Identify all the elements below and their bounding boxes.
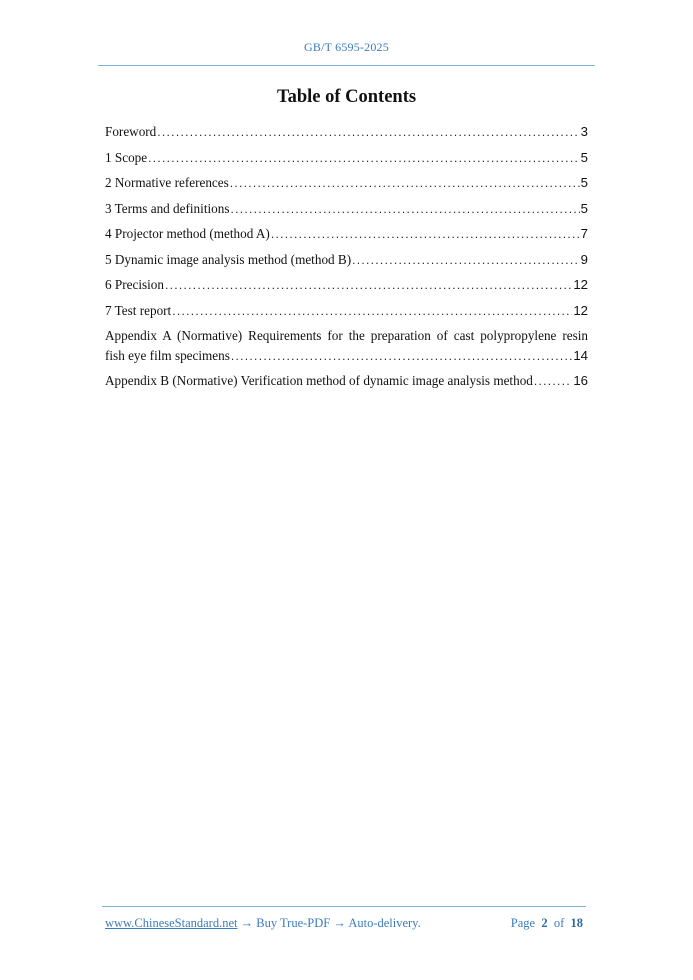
- auto-delivery-text: Auto-delivery.: [348, 916, 421, 930]
- page-total: 18: [570, 916, 583, 930]
- toc-entry-scope[interactable]: [105, 148, 588, 174]
- toc-leader-dots: [157, 122, 579, 142]
- toc-title: Table of Contents: [276, 87, 417, 107]
- toc-entry-appendix-a[interactable]: [105, 326, 588, 371]
- toc-leader-dots: [271, 224, 580, 244]
- site-link[interactable]: www.ChineseStandard.net: [105, 916, 238, 930]
- page-current: 2: [541, 916, 548, 930]
- toc-entry-normative-references[interactable]: [105, 173, 588, 199]
- toc-entry-page: 5: [580, 200, 588, 216]
- toc-leader-dots: [172, 301, 572, 321]
- toc-entry-label: 3 Terms and definitions: [105, 200, 230, 216]
- toc-leader-dots: [165, 275, 572, 295]
- toc-leader-dots: [230, 173, 580, 193]
- header-divider: [98, 65, 595, 66]
- toc-leader-dots: [534, 371, 572, 391]
- toc-list: [105, 122, 588, 397]
- toc-entry-page: 9: [580, 251, 588, 267]
- toc-entry-precision[interactable]: [105, 275, 588, 301]
- toc-entry-page: 12: [573, 277, 588, 292]
- toc-leader-dots: [231, 346, 572, 366]
- toc-entry-test-report[interactable]: [105, 301, 588, 327]
- toc-entry-page: 3: [580, 124, 588, 139]
- toc-entry-label-line1: Appendix A (Normative) Requirements for the preparation of cast polypropylene resin: [105, 328, 588, 343]
- toc-entry-label: 1 Scope: [105, 149, 148, 165]
- toc-entry-page: 16: [573, 373, 588, 388]
- toc-entry-label: 2 Normative references: [105, 175, 229, 190]
- toc-entry-appendix-b[interactable]: [105, 371, 588, 397]
- toc-entry-label: 7 Test report: [105, 302, 172, 318]
- toc-entry-foreword[interactable]: [105, 122, 588, 148]
- page-of-label: of: [553, 916, 565, 930]
- toc-leader-dots: [148, 148, 580, 168]
- footer-promo: [105, 916, 421, 931]
- toc-leader-dots: [230, 199, 579, 219]
- toc-entry-page: 12: [573, 302, 588, 318]
- arrow-right-icon: →: [333, 916, 346, 930]
- toc-entry-page: 7: [580, 226, 588, 241]
- toc-leader-dots: [352, 250, 580, 270]
- toc-entry-page: 5: [580, 149, 588, 165]
- toc-entry-page: 14: [573, 348, 588, 363]
- header-standard-code: GB/T 6595-2025: [304, 40, 389, 54]
- toc-entry-label: Foreword: [105, 124, 157, 139]
- toc-entry-label: 4 Projector method (method A): [105, 226, 270, 241]
- toc-entry-terms-definitions[interactable]: [105, 199, 588, 225]
- toc-entry-label: Appendix B (Normative) Verification method of dynamic image analysis method: [105, 373, 533, 388]
- toc-entry-label: 5 Dynamic image analysis method (method B): [105, 251, 352, 267]
- footer-divider: [102, 906, 586, 907]
- toc-entry-dynamic-image-method[interactable]: [105, 250, 588, 276]
- page-indicator: [511, 916, 583, 931]
- toc-entry-line2: [105, 346, 588, 366]
- page-label: Page: [510, 916, 536, 930]
- toc-entry-projector-method[interactable]: [105, 224, 588, 250]
- toc-entry-label: 6 Precision: [105, 277, 164, 292]
- arrow-right-icon: →: [240, 916, 254, 930]
- toc-entry-label-line2: fish eye film specimens: [105, 348, 230, 363]
- buy-pdf-text: Buy True-PDF: [256, 916, 331, 930]
- toc-entry-page: 5: [580, 175, 588, 190]
